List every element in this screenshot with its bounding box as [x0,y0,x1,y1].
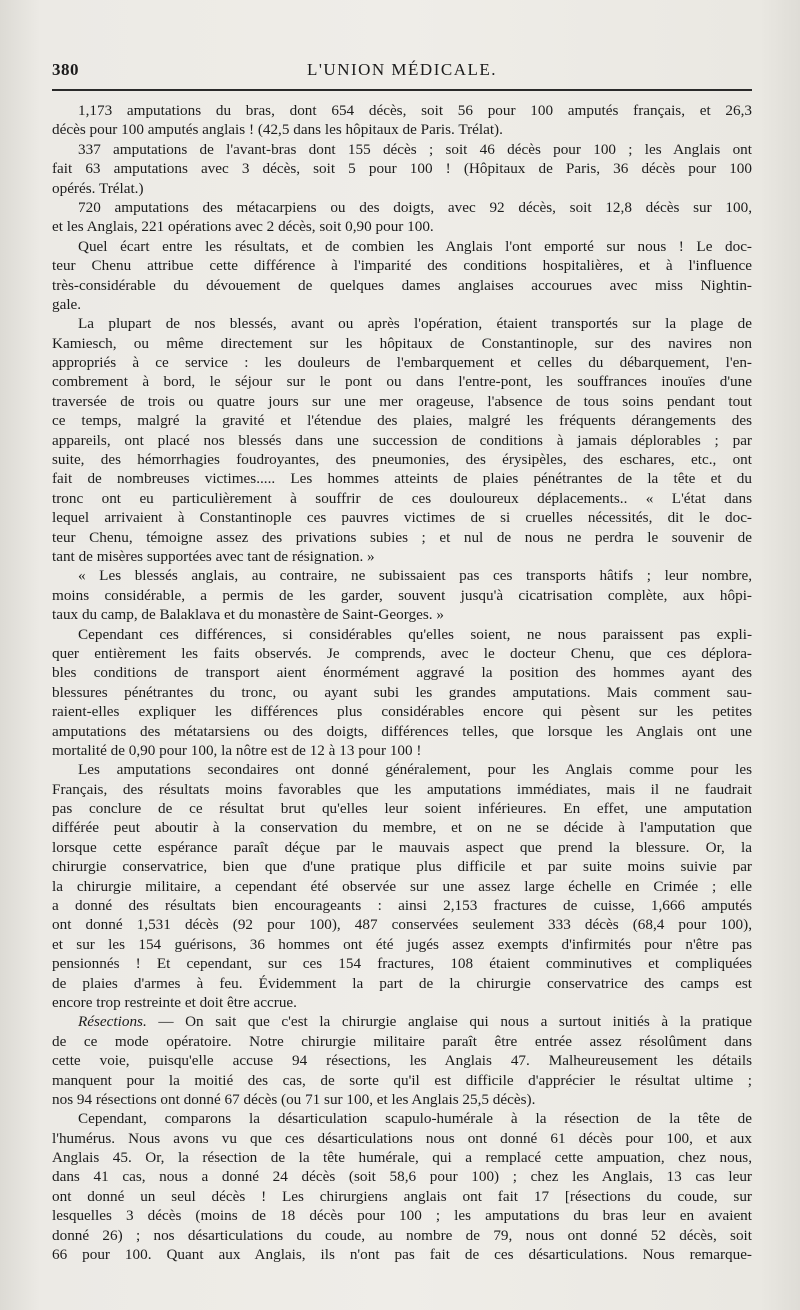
text-line: chirurgie conservatrice, bien que d'une pratique plus difficile et par suite moins suivie par [52,858,752,876]
text-line: Quel écart entre les résultats, et de combien les Anglais l'ont emporté sur nous ! Le doc- [78,237,752,255]
text-line: blessures pénétrantes du tronc, ou ayant subi les grandes amputations. Mais comment sau- [52,683,752,701]
text-line: cette voie, puisqu'elle accuse 94 résections, les Anglais 47. Malheureusement les détails [52,1052,752,1070]
text-line: « Les blessés anglais, au contraire, ne subissaient pas ces transports hâtifs ; leur nombre, [78,567,752,585]
text-line: donné 26) ; nos désarticulations du coude, au nombre de 79, nous ont donné 52 décès, soit [52,1226,752,1244]
text-line: a donné des résultats bien encourageants : ainsi 2,153 fractures de cuisse, 1,666 amputés [52,897,752,915]
header-rule [52,89,752,91]
text-line: tronc ont eu particulièrement à souffrir de ces douloureux déplacements.. « L'état dans [52,489,752,507]
text-line: de plaies d'armes à feu. Évidemment la part de la chirurgie conservatrice des camps est [52,974,752,992]
text-line: combrement à bord, le séjour sur le pont ou dans l'entre-pont, les souffrances inouïes d'une [52,373,752,391]
text-line: raient-elles expliquer les différences plus considérables encore qui pèsent sur les petites [52,703,752,721]
text-line: Kamiesch, ou même directement sur les hôpitaux de Constantinople, sur des navires non [52,334,752,352]
text-line: et sur les 154 guérisons, 36 hommes ont été jugés assez exempts d'infirmités pour n'être pas [52,935,752,953]
text-line: moins considérable, a permis de les garder, souvent jusqu'à cicatrisation complète, aux hôpi- [52,586,752,604]
text-line: Les amputations secondaires ont donné généralement, pour les Anglais comme pour les [78,761,752,779]
text-line: amputations des métatarsiens ou des doigts, différences telles, que lorsque les Anglais ont une [52,722,752,740]
text-line: La plupart de nos blessés, avant ou après l'opération, étaient transportés sur la plage de [78,315,752,333]
text-line: ont donné 1,531 décès (92 pour 100), 487 conservées seulement 333 décès (68,4 pour 100), [52,916,752,934]
text-line: très-considérable du dévouement de quelques dames anglaises accourues avec miss Nightin- [52,276,752,294]
text-line: de ce mode opératoire. Notre chirurgie militaire paraît être entrée assez résolûment dans [52,1032,752,1050]
text-line: bles conditions de transport aient énormément aggravé la position des hommes ayant des [52,664,752,682]
text-line: dans 41 cas, nous a donné 24 décès (soit 58,6 pour 100) ; chez les Anglais, 13 cas leur [52,1168,752,1186]
text-line: pensionnés ! Et cependant, sur ces 154 fractures, 108 étaient comminutives et compliquées [52,955,752,973]
text-line: taux du camp, de Balaklava et du monastère de Saint-Georges. » [52,606,444,624]
text-line: traversée de trois ou quatre jours sur une mer orageuse, l'absence de tous soins pendant tout [52,392,752,410]
text-line: 720 amputations des métacarpiens ou des doigts, avec 92 décès, soit 12,8 décès sur 100, [78,198,752,216]
text-line: ont donné un seul décès ! Les chirurgiens anglais ont fait 17 [résections du coude, sur [52,1187,752,1205]
text-line: différée peut aboutir à la conservation du membre, et on ne se décide à l'amputation que [52,819,752,837]
text-line: quer entièrement les faits observés. Je comprends, avec le docteur Chenu, que ces déplora- [52,644,752,662]
text-line: manquent pour la moitié des cas, de sorte qu'il est difficile d'apprécier le résultat ultime ; [52,1071,752,1089]
text-line: mortalité de 0,90 pour 100, la nôtre est de 12 à 13 pour 100 ! [52,741,422,759]
text-line: lequel arrivaient à Constantinople ces pauvres victimes de si cruelles nécessités, dit le doc- [52,509,752,527]
text-line: décès pour 100 amputés anglais ! (42,5 dans les hôpitaux de Paris. Trélat). [52,121,503,139]
text-line: 66 pour 100. Quant aux Anglais, ils n'ont pas fait de ces désarticulations. Nous remarque- [52,1246,752,1264]
page-number: 380 [52,60,79,79]
text-line [52,1012,752,1031]
text-line: lorsque cette espérance paraît déçue par le mauvais aspect que prend la blessure. Or, la [52,838,752,856]
text-line: pas conclure de ce résultat brut qu'elles leur soient inférieures. En effet, une amputation [52,800,752,818]
text-line: suite, des hémorrhagies foudroyantes, des pneumonies, des érysipèles, des eschares, etc., ont [52,451,752,469]
text-line: ce temps, malgré la gravité et l'étendue des plaies, malgré les fréquents dérangements des [52,412,752,430]
text-line: 337 amputations de l'avant-bras dont 155 décès ; soit 46 décès pour 100 ; les Anglais ont [78,140,752,158]
text-line: nos 94 résections ont donné 67 décès (ou 71 sur 100, et les Anglais 25,5 décès). [52,1090,536,1108]
text-line: lesquelles 3 décès (moins de 18 décès pour 100 ; les amputations du bras leur en avaient [52,1207,752,1225]
text-line: gale. [52,295,82,313]
section-heading: Résections. [78,1013,147,1031]
running-title: L'UNION MÉDICALE. [306,60,498,79]
text-line: fait 63 amputations avec 3 décès, soit 5 pour 100 ! (Hôpitaux de Paris, 36 décès pour 100 [52,160,752,178]
text-line-rest: — On sait que c'est la chirurgie anglaise qui nous a surtout initiés à la pratique [146,1013,752,1031]
text-line: Anglais 45. Or, la résection de la tête humérale, qui a remplacé cette ampuation, chez nous, [52,1149,752,1167]
text-line: 1,173 amputations du bras, dont 654 décès, soit 56 pour 100 amputés français, et 26,3 [78,102,752,119]
text-line: Français, des résultats moins favorables que les amputations immédiates, mais il ne faudrait [52,780,752,798]
body-text [52,101,752,1264]
text-line: appropriés à ce service : les douleurs de l'embarquement et celles du débarquement, l'en- [52,354,752,372]
page-header [52,60,752,84]
text-line: teur Chenu, témoigne assez des privations subies ; et nul de nous ne perdra le souvenir de [52,528,752,546]
text-line: appareils, ont placé nos blessés dans une succession de conditions à jamais déplorables ; par [52,431,752,449]
text-line: tant de misères supportées avec tant de résignation. » [52,547,375,565]
text-line: la chirurgie militaire, a cependant été observée sur une assez large échelle en Crimée ; elle [52,877,752,895]
text-line: Cependant, comparons la désarticulation scapulo-humérale à la résection de la tête de [78,1110,752,1128]
text-line: l'humérus. Nous avons vu que ces désarticulations nous ont donné 61 décès pour 100, et aux [52,1129,752,1147]
text-line: Cependant ces différences, si considérables qu'elles soient, ne nous paraissent pas expli- [78,625,752,643]
text-line: et les Anglais, 221 opérations avec 2 décès, soit 0,90 pour 100. [52,218,434,236]
text-line: opérés. Trélat.) [52,179,144,197]
text-line: teur Chenu attribue cette différence à l'imparité des conditions hospitalières, et à l'influence [52,257,752,275]
text-line: fait de nombreuses victimes..... Les hommes atteints de plaies pénétrantes de la tête et du [52,470,752,488]
text-line: encore trop restreinte et doit être accrue. [52,993,297,1011]
